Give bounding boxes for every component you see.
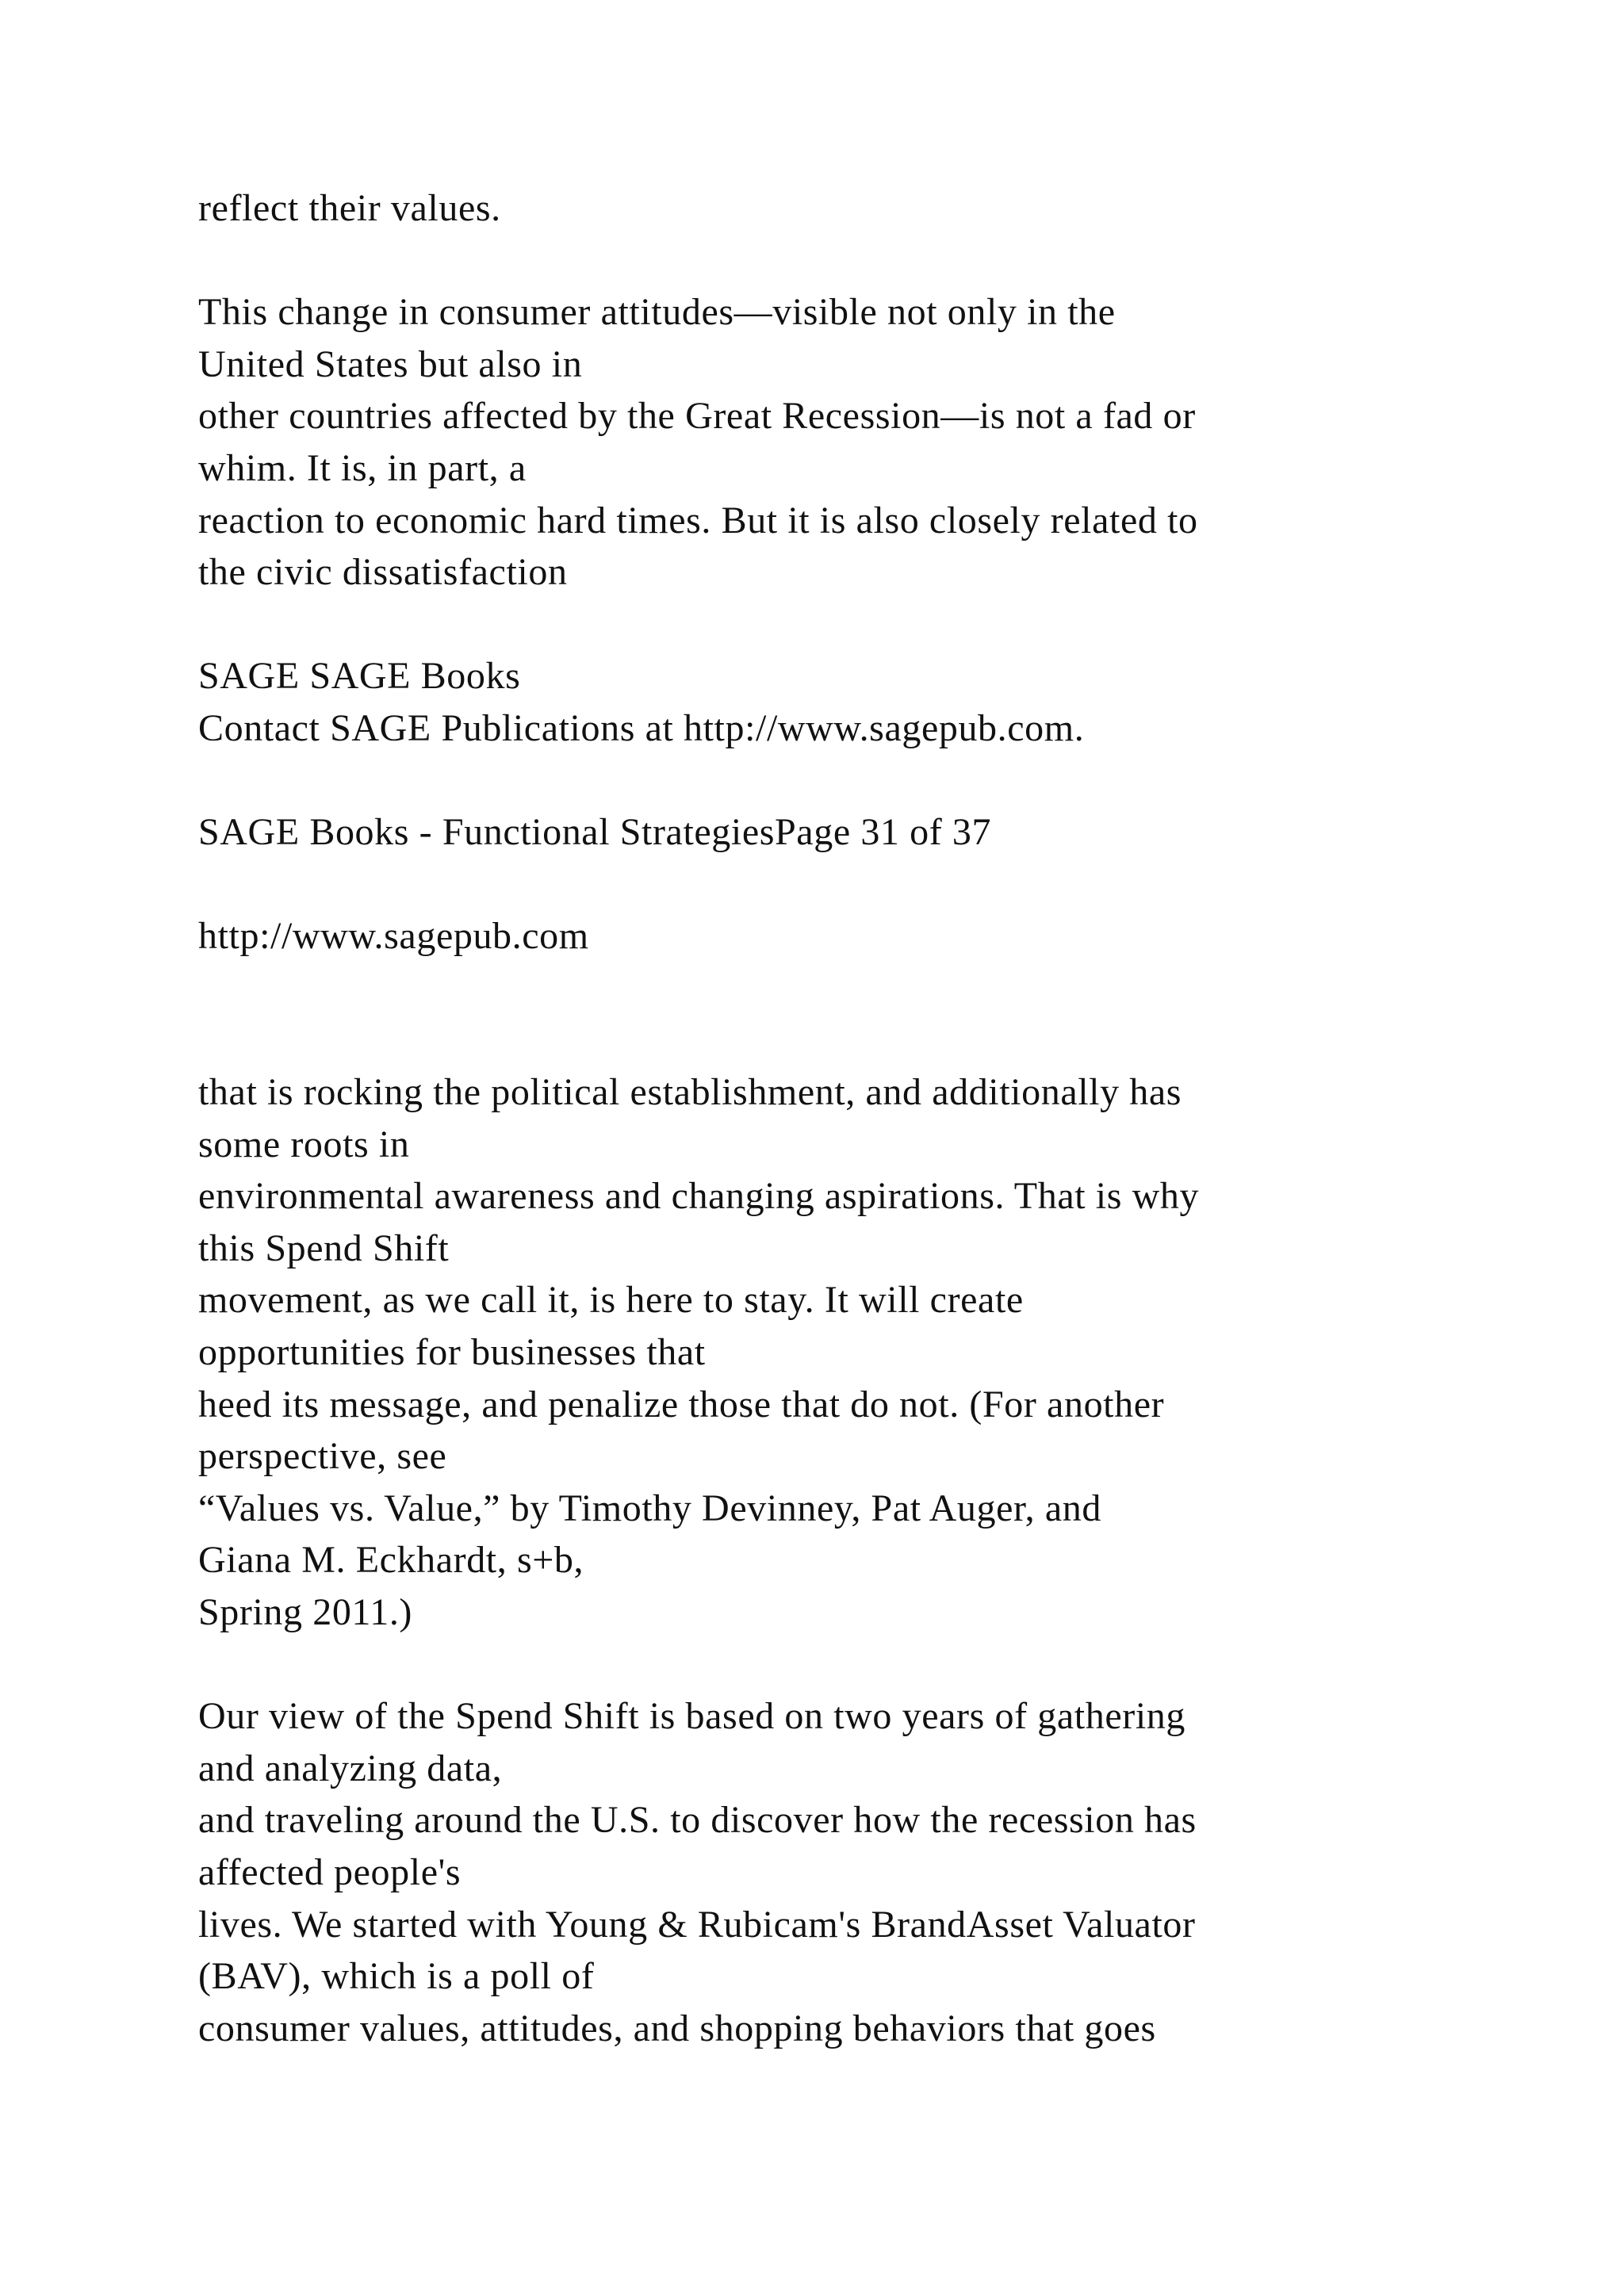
paragraph-consumer-attitudes xyxy=(198,286,1435,599)
text-line: lives. We started with Young & Rubicam's BrandAsset Valuator xyxy=(198,1903,1196,1946)
footer-url xyxy=(198,910,1435,962)
paragraph-gap xyxy=(198,599,1435,651)
text-line: whim. It is, in part, a xyxy=(198,446,527,489)
paragraph-reflect-values xyxy=(198,182,1435,235)
text-line: “Values vs. Value,” by Timothy Devinney, Pat Auger, and xyxy=(198,1487,1101,1529)
text-line: opportunities for businesses that xyxy=(198,1331,706,1374)
text-line: movement, as we call it, is here to stay. It will create xyxy=(198,1279,1024,1322)
paragraph-political-establishment xyxy=(198,1066,1435,1639)
text-line: Giana M. Eckhardt, s+b, xyxy=(198,1539,584,1582)
paragraph-gap xyxy=(198,859,1435,911)
footer-page-info xyxy=(198,806,1435,859)
text-line: reaction to economic hard times. But it is also closely related to xyxy=(198,499,1198,541)
text-line: and traveling around the U.S. to discover how the recession has xyxy=(198,1799,1197,1842)
text-line: consumer values, attitudes, and shopping behaviors that goes xyxy=(198,2007,1156,2049)
paragraph-gap xyxy=(198,1639,1435,1691)
paragraph-gap xyxy=(198,235,1435,287)
text-line: This change in consumer attitudes—visible not only in the xyxy=(198,291,1116,334)
text-line: some roots in xyxy=(198,1123,410,1165)
text-line: Spring 2011.) xyxy=(198,1591,413,1634)
text-line: perspective, see xyxy=(198,1435,447,1478)
footer-publisher xyxy=(198,650,1435,754)
paragraph-spend-shift-view xyxy=(198,1690,1435,2054)
footer-contact: Contact SAGE Publications at http://www.sagepub.com. xyxy=(198,706,1085,749)
text-column xyxy=(198,182,1435,2054)
text-line: heed its message, and penalize those that do not. (For another xyxy=(198,1383,1165,1425)
text-line: this Spend Shift xyxy=(198,1226,450,1269)
text-line: Our view of the Spend Shift is based on two years of gathering xyxy=(198,1695,1185,1738)
text-line: United States but also in xyxy=(198,342,583,385)
text-line: and analyzing data, xyxy=(198,1747,503,1789)
text-line: other countries affected by the Great Recession—is not a fad or xyxy=(198,395,1196,438)
text-line: that is rocking the political establishment, and additionally has xyxy=(198,1071,1182,1114)
paragraph-gap xyxy=(198,755,1435,807)
footer-url-text: http://www.sagepub.com xyxy=(198,915,589,958)
page-number-line: SAGE Books - Functional StrategiesPage 31 of 37 xyxy=(198,811,992,854)
text-line: (BAV), which is a poll of xyxy=(198,1955,595,1998)
text-line: reflect their values. xyxy=(198,187,501,229)
text-line: affected people's xyxy=(198,1851,462,1893)
footer-publisher-name: SAGE SAGE Books xyxy=(198,655,521,698)
text-line: the civic dissatisfaction xyxy=(198,551,568,594)
text-line: environmental awareness and changing aspirations. That is why xyxy=(198,1175,1200,1218)
page-break-gap xyxy=(198,962,1435,1066)
